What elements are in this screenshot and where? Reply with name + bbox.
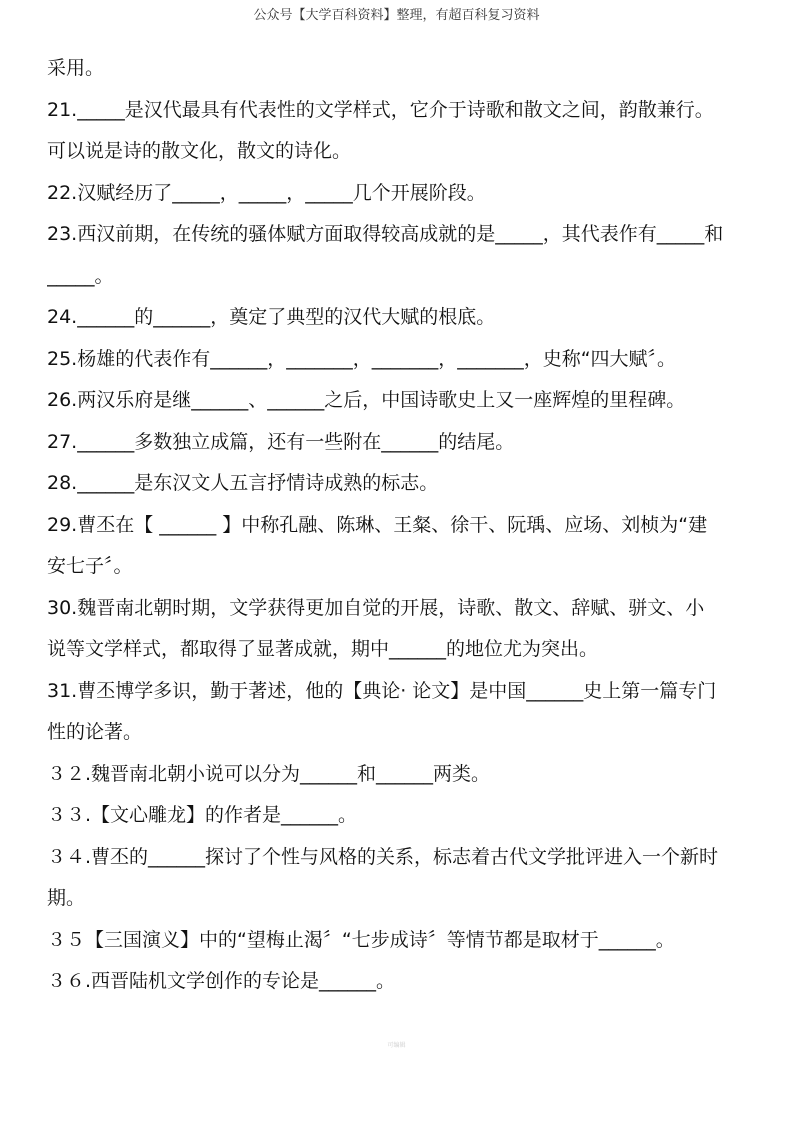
- question-26: 26.两汉乐府是继______、______之后，中国诗歌史上又一座辉煌的里程碑。: [47, 389, 686, 411]
- footer-watermark: 可编辑: [387, 1042, 406, 1049]
- question-31: 31.曹丕博学多识，勤于著述，他的【典论· 论文】是中国______史上第一篇专门: [47, 679, 717, 702]
- question-28: 28.______是东汉文人五言抒情诗成熟的标志。: [47, 472, 439, 494]
- question-36: ３６.西晋陆机文学创作的专论是______。: [47, 970, 396, 992]
- question-32: ３２.魏晋南北朝小说可以分为______和______两类。: [47, 762, 491, 785]
- question-24: 24.______的______，奠定了典型的汉代大赋的根底。: [47, 306, 496, 328]
- text-line: 安七子〞。: [47, 555, 133, 577]
- question-23: 23.西汉前期，在传统的骚体赋方面取得较高成就的是_____，其代表作有_____和: [47, 223, 724, 245]
- page-header: 公众号【大学百科资料】整理，有超百科复习资料: [253, 8, 540, 23]
- question-22: 22.汉赋经历了_____，_____，_____几个开展阶段。: [47, 181, 486, 204]
- question-27: 27.______多数独立成篇，还有一些附在______的结尾。: [47, 430, 515, 453]
- question-34: ３４.曹丕的______探讨了个性与风格的关系，标志着古代文学批评进入一个新时: [47, 845, 719, 868]
- text-line: _____。: [47, 264, 114, 287]
- text-line: 性的论著。: [47, 721, 143, 743]
- question-25: 25.杨雄的代表作有______，_______，_______，_______，史称“四大赋〞。: [47, 347, 677, 370]
- question-30: 30.魏晋南北朝时期，文学获得更加自觉的开展，诗歌、散文、辞赋、骈文、小: [47, 596, 705, 619]
- question-33: ３３.【文心雕龙】的作者是______。: [47, 804, 358, 826]
- question-21: 21._____是汉代最具有代表性的文学样式，它介于诗歌和散文之间，韵散兼行。: [47, 98, 714, 121]
- text-line: 期。: [47, 887, 86, 909]
- text-line: 说等文学样式，都取得了显著成就，期中______的地位尤为突出。: [47, 638, 599, 660]
- question-29: 29.曹丕在【 ______ 】中称孔融、陈琳、王粲、徐干、阮瑀、应场、刘桢为“建: [47, 513, 708, 536]
- document-body: [47, 48, 755, 1003]
- text-line: 采用。: [47, 57, 105, 79]
- text-line: 可以说是诗的散文化，散文的诗化。: [47, 140, 352, 162]
- question-35: ３５【三国演义】中的“望梅止渴〞“七步成诗〞等情节都是取材于______。: [47, 928, 675, 951]
